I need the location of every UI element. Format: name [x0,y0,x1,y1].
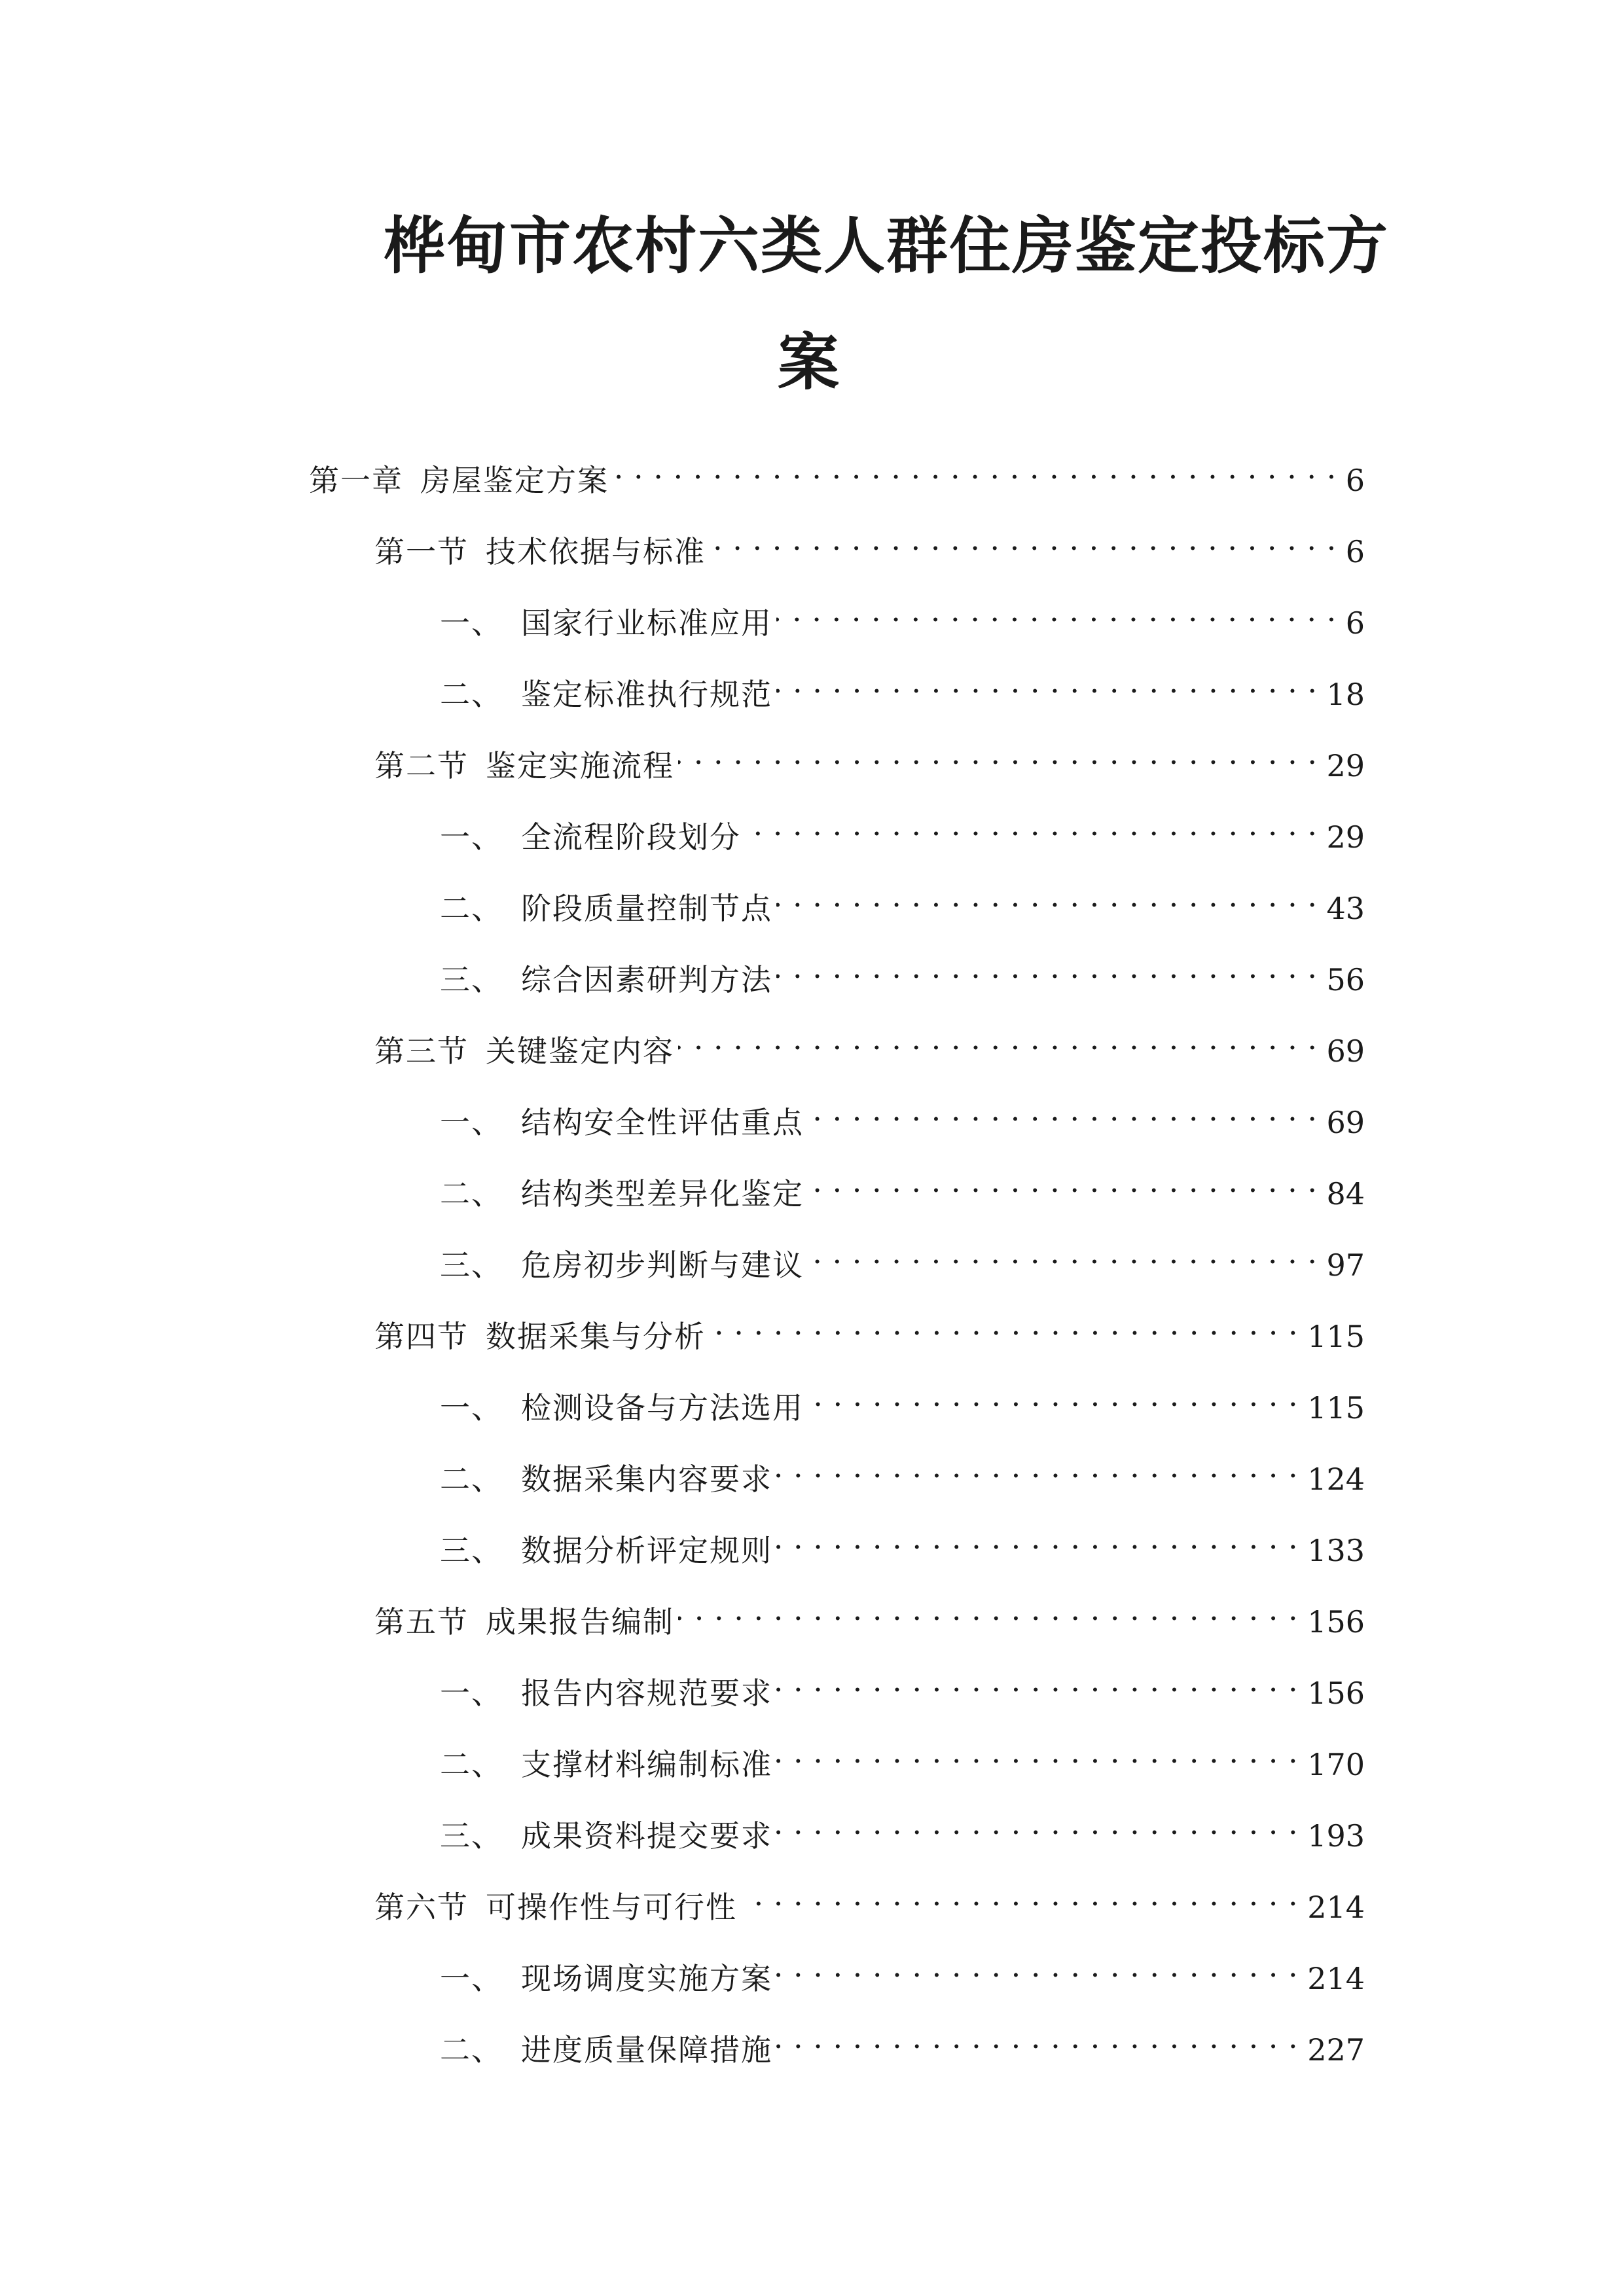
toc-entry-title: 房屋鉴定方案 [420,463,609,498]
toc-entry-number: 二、 [440,677,503,712]
document-title-line-2: 案 [778,327,841,399]
toc-entry-subsection[interactable] [440,2015,1365,2068]
toc-entry-section[interactable] [374,1016,1365,1069]
toc-entry-number: 二、 [440,2032,503,2068]
toc-dot-leader [776,1943,1298,1989]
toc-entry-page: 56 [1326,962,1365,997]
toc-dot-leader [776,1658,1298,1704]
toc-entry-title: 关键鉴定内容 [486,1033,674,1069]
toc-entry-subsection[interactable] [440,1087,1365,1140]
toc-entry-title: 可操作性与可行性 [486,1890,737,1925]
toc-entry-title: 鉴定实施流程 [486,748,674,783]
toc-dot-leader [776,659,1317,705]
toc-entry-number: 一、 [440,1676,503,1711]
toc-entry-section[interactable] [374,1587,1365,1640]
toc-entry-title: 国家行业标准应用 [521,605,772,641]
toc-entry-number: 三、 [440,1247,503,1283]
toc-entry-number: 二、 [440,1462,503,1497]
toc-entry-page: 133 [1307,1533,1365,1568]
toc-dot-leader [678,730,1317,776]
toc-entry-title: 鉴定标准执行规范 [521,677,772,712]
toc-entry-subsection[interactable] [440,1658,1365,1711]
toc-entry-page: 29 [1326,819,1365,855]
toc-entry-title: 成果报告编制 [486,1604,674,1640]
toc-entry-subsection[interactable] [440,802,1365,855]
toc-entry-title: 成果资料提交要求 [521,1818,772,1854]
toc-entry-number: 三、 [440,962,503,997]
toc-entry-page: 29 [1326,748,1365,783]
toc-entry-page: 214 [1307,1961,1365,1996]
toc-entry-number: 三、 [440,1818,503,1854]
toc-entry-page: 6 [1345,463,1365,498]
toc-entry-page: 43 [1326,891,1365,926]
toc-dot-leader [776,1444,1298,1490]
toc-entry-section[interactable] [374,1872,1365,1925]
toc-entry-page: 115 [1307,1319,1365,1354]
toc-entry-subsection[interactable] [440,1801,1365,1854]
toc-entry-title: 数据采集与分析 [486,1319,706,1354]
toc-dot-leader [710,516,1337,562]
toc-dot-leader [808,1158,1317,1204]
toc-entry-number: 二、 [440,1747,503,1782]
toc-entry-page: 193 [1307,1818,1365,1854]
toc-entry-title: 进度质量保障措施 [521,2032,772,2068]
toc-entry-subsection[interactable] [440,1729,1365,1782]
toc-entry-page: 6 [1345,534,1365,569]
toc-dot-leader [678,1587,1298,1632]
toc-entry-number: 第四节 [374,1319,469,1354]
toc-entry-page: 227 [1307,2032,1365,2068]
toc-entry-number: 一、 [440,819,503,855]
toc-dot-leader [776,2015,1298,2060]
toc-dot-leader [808,1087,1317,1133]
toc-dot-leader [776,1729,1298,1775]
toc-entry-number: 一、 [440,605,503,641]
toc-entry-number: 第三节 [374,1033,469,1069]
toc-dot-leader [776,1801,1298,1846]
toc-entry-subsection[interactable] [440,1515,1365,1568]
toc-dot-leader [808,1372,1298,1418]
toc-entry-subsection[interactable] [440,1943,1365,1996]
toc-entry-section[interactable] [374,1301,1365,1354]
toc-entry-page: 6 [1345,605,1365,641]
toc-entry-title: 检测设备与方法选用 [521,1390,804,1426]
toc-entry-number: 一、 [440,1105,503,1140]
toc-entry-title: 现场调度实施方案 [521,1961,772,1996]
toc-entry-page: 156 [1307,1676,1365,1711]
toc-entry-page: 156 [1307,1604,1365,1640]
toc-entry-section[interactable] [374,516,1365,569]
toc-entry-title: 技术依据与标准 [486,534,706,569]
toc-entry-page: 124 [1307,1462,1365,1497]
toc-entry-number: 第六节 [374,1890,469,1925]
toc-entry-title: 结构安全性评估重点 [521,1105,804,1140]
toc-dot-leader [741,1872,1298,1918]
document-title-line-1: 桦甸市农村六类人群住房鉴定投标方 [384,211,1390,282]
toc-entry-subsection[interactable] [440,873,1365,926]
toc-entry-title: 数据采集内容要求 [521,1462,772,1497]
toc-entry-title: 支撑材料编制标准 [521,1747,772,1782]
toc-entry-title: 综合因素研判方法 [521,962,772,997]
toc-entry-subsection[interactable] [440,1230,1365,1283]
toc-entry-number: 一、 [440,1390,503,1426]
toc-entry-page: 69 [1326,1033,1365,1069]
toc-dot-leader [710,1301,1298,1347]
toc-entry-number: 二、 [440,891,503,926]
toc-dot-leader [678,1016,1317,1062]
toc-entry-page: 170 [1307,1747,1365,1782]
toc-dot-leader [613,445,1337,491]
toc-dot-leader [745,802,1317,848]
toc-entry-number: 第二节 [374,748,469,783]
toc-entry-title: 全流程阶段划分 [521,819,741,855]
toc-entry-page: 214 [1307,1890,1365,1925]
toc-entry-subsection[interactable] [440,659,1365,712]
toc-entry-number: 一、 [440,1961,503,1996]
toc-dot-leader [776,1515,1298,1561]
toc-entry-title: 结构类型差异化鉴定 [521,1176,804,1211]
toc-dot-leader [776,944,1317,990]
toc-entry-page: 84 [1326,1176,1365,1211]
toc-entry-page: 115 [1307,1390,1365,1426]
toc-entry-title: 危房初步判断与建议 [521,1247,804,1283]
toc-entry-number: 二、 [440,1176,503,1211]
toc-dot-leader [776,588,1337,634]
toc-entry-number: 第一节 [374,534,469,569]
toc-entry-page: 18 [1326,677,1365,712]
toc-dot-leader [808,1230,1317,1276]
toc-dot-leader [776,873,1317,919]
toc-entry-subsection[interactable] [440,1372,1365,1426]
toc-entry-title: 报告内容规范要求 [521,1676,772,1711]
toc-entry-number: 第一章 [309,463,403,498]
toc-entry-page: 97 [1326,1247,1365,1283]
toc-entry-title: 阶段质量控制节点 [521,891,772,926]
toc-entry-number: 第五节 [374,1604,469,1640]
toc-entry-number: 三、 [440,1533,503,1568]
toc-entry-chapter[interactable] [309,445,1365,498]
toc-entry-title: 数据分析评定规则 [521,1533,772,1568]
toc-entry-subsection[interactable] [440,1444,1365,1497]
toc-entry-section[interactable] [374,730,1365,783]
toc-entry-subsection[interactable] [440,1158,1365,1211]
toc-entry-page: 69 [1326,1105,1365,1140]
toc-entry-subsection[interactable] [440,944,1365,997]
toc-entry-subsection[interactable] [440,588,1365,641]
